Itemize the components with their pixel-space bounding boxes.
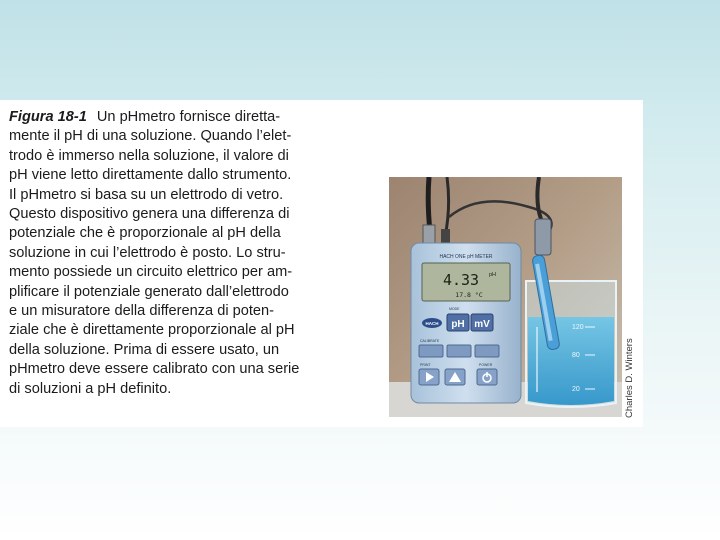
- print-label: PRINT: [420, 363, 431, 367]
- lcd-ph-unit: pH: [489, 272, 497, 278]
- caption-line-12: ziale che è direttamente proporzionale al pH: [9, 322, 295, 339]
- mode-label: MODE: [449, 307, 460, 311]
- lcd-temp-reading: 17.8 °C: [455, 291, 483, 299]
- svg-text:mV: mV: [474, 319, 490, 330]
- beaker-mark-120: 120: [572, 324, 584, 331]
- caption-line-1: Figura 18-1 Un pHmetro fornisce diretta-: [9, 109, 281, 125]
- caption-line-7: potenziale che è proporzionale al pH della: [9, 225, 281, 242]
- caption-line-10: plificare il potenziale generato dall’elettrodo: [9, 283, 289, 300]
- calibrate-key-3[interactable]: [475, 345, 499, 357]
- ph-meter: [411, 243, 521, 403]
- beaker-mark-80: 80: [572, 352, 580, 359]
- ph-key[interactable]: [447, 314, 469, 331]
- figure-card: [0, 100, 643, 427]
- right-arrow-key[interactable]: [419, 369, 439, 385]
- caption-line-4: pH viene letto direttamente dallo strumento.: [9, 167, 292, 184]
- photo-credit: Charles D. Winters: [624, 338, 635, 418]
- svg-text:pH: pH: [451, 319, 465, 330]
- caption-line-11: e un misuratore della differenza di poten-: [9, 303, 275, 320]
- caption-line-5: Il pHmetro si basa su un elettrodo di vetro.: [9, 186, 284, 203]
- caption-line-2: mente il pH di una soluzione. Quando l’elet-: [9, 128, 292, 145]
- svg-text:HACH: HACH: [425, 321, 439, 326]
- power-key[interactable]: [477, 369, 497, 385]
- ph-meter-photo: [389, 177, 622, 417]
- beaker-mark-20: 20: [572, 386, 580, 393]
- figure-caption: [9, 108, 381, 399]
- calibrate-key-2[interactable]: [447, 345, 471, 357]
- caption-line-13: della soluzione. Prima di essere usato, un: [9, 341, 280, 358]
- power-label: POWER: [479, 363, 493, 367]
- calibrate-key-1[interactable]: [419, 345, 443, 357]
- calibrate-label: CALIBRATE: [420, 339, 440, 343]
- caption-line-6: Questo dispositivo genera una differenza di: [9, 206, 290, 223]
- lcd-ph-reading: 4.33: [442, 271, 480, 289]
- figure-label: Figura 18-1: [9, 109, 87, 125]
- caption-line-3: trodo è immerso nella soluzione, il valore di: [9, 147, 289, 164]
- mv-key[interactable]: [471, 314, 493, 331]
- caption-line-15: di soluzioni a pH definito.: [9, 380, 172, 397]
- up-arrow-key[interactable]: [445, 369, 465, 385]
- caption-line-8: soluzione in cui l’elettrodo è posto. Lo stru-: [9, 244, 286, 261]
- caption-line-9: mento possiede un circuito elettrico per am-: [9, 264, 293, 281]
- caption-line-14: pHmetro deve essere calibrato con una serie: [9, 361, 300, 378]
- meter-brand-label: HACH ONE pH METER: [439, 254, 493, 260]
